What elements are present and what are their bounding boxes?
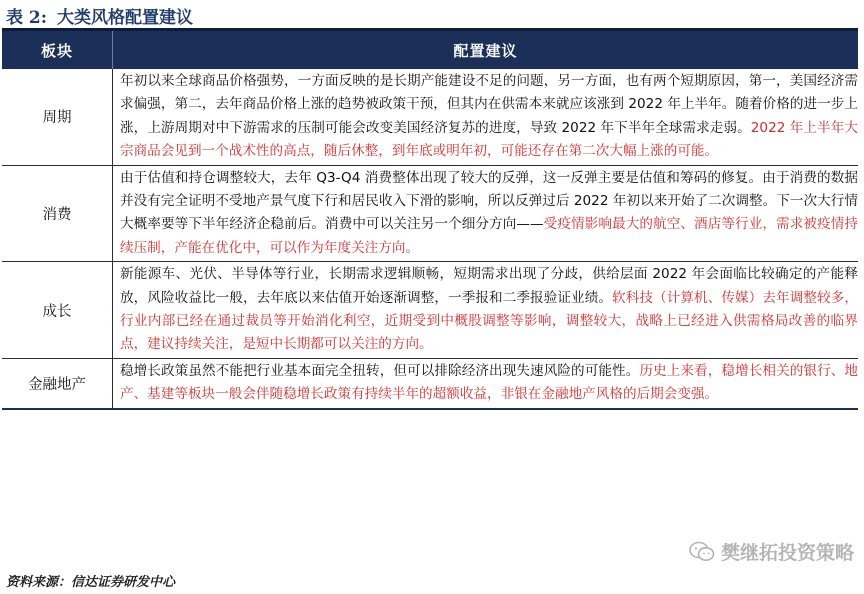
header-sector: 板块 [2,30,113,70]
header-advice: 配置建议 [113,30,859,70]
advice-highlight: 受疫情影响最大的航空、酒店等行业，需求被疫情持续压制，产能在优化中，可以作为年度关注方向。 [120,216,859,256]
advice-highlight: 软科技（计算机、传媒）去年调整较多，行业内部已经在通过裁员等开始消化利空，近期受到中概股调整等影响，调整较大，战略上已经进入供需格局改善的临界点，建议持续关注，是短中长期都可以关注的方向。 [120,289,858,353]
sector-cell: 金融地产 [2,358,113,408]
sector-cell: 成长 [2,262,113,359]
table-title [6,4,193,26]
sector-cell: 消费 [2,165,113,262]
table-row-growth [2,262,858,359]
table-header-row [2,30,858,70]
advice-cell [113,69,859,165]
watermark-text: 樊继拓投资策略 [720,542,854,564]
advice-highlight: 2022 年上半年大宗商品会见到一个战术性的高点，随后休整，到年底或明年初，可能还存在第二次大幅上涨的可能。 [120,119,859,160]
advice-highlight: 历史上来看，稳增长相关的银行、地产、基建等板块一般会伴随稳增长政策有持续半年的超额收益，非银在金融地产风格的后期会变强。 [120,362,859,403]
advice-cell [113,262,859,359]
style-allocation-table [2,28,858,410]
sector-cell: 周期 [2,69,113,165]
advice-text: 年初以来全球商品价格强势，一方面反映的是长期产能建设不足的问题，另一方面，也有两个短期原因，第一，美国经济需求偏强，第二，去年商品价格上涨的趋势被政策干预，但其内在供需本来就应该涨到 2022 年上半年。随着价格的进一步上涨，上游周期对中下游需求的压制可能会改变美国经济复苏的进度，导致 2022 年下半年全球需求走弱。 [120,73,858,136]
table-number: 表 2: [6,7,48,28]
source-note: 资料来源：信达证券研发中心 [6,575,176,590]
advice-text: 由于估值和持仓调整较大，去年 Q3-Q4 消费整体出现了较大的反弹，这一反弹主要是估值和筹码的修复。由于消费的数据并没有完全证明不受地产景气度下行和居民收入下滑的影响，所以反弹过后 2022 年初以来开始了二次调整。下一次大行情大概率要等下半年经济企稳前后。消费中可以关注另一个细分方向—— [120,169,858,233]
advice-cell [113,358,859,408]
watermark [689,538,854,565]
table-row-financial-real-estate [2,358,858,408]
table-row-cyclical [2,69,858,165]
table-row-consumer [2,165,858,262]
advice-cell [113,165,859,262]
table-title-text: 大类风格配置建议 [57,7,194,28]
advice-text: 新能源车、光伏、半导体等行业，长期需求逻辑顺畅，短期需求出现了分歧，供给层面 2022 年会面临比较确定的产能释放，风险收益比一般，去年底以来估值开始逐渐调整，一季报和二季报验证业绩。 [120,266,858,306]
advice-text: 稳增长政策虽然不能把行业基本面完全扭转，但可以排除经济出现失速风险的可能性。 [120,362,640,379]
wechat-icon [689,541,715,563]
